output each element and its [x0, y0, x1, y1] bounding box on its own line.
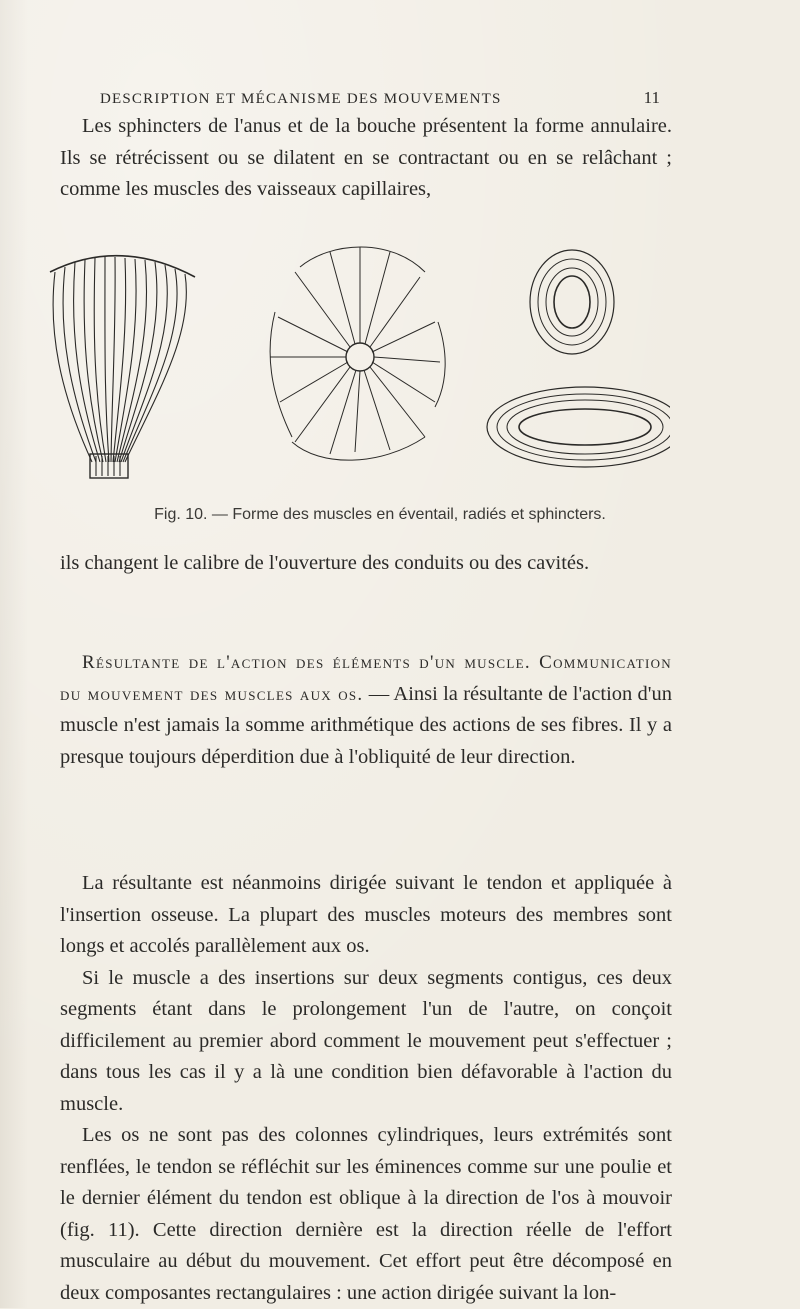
paragraph-resultante: — Ainsi la résultante de l'action d'un muscle n'est jamais la somme arithmétique des actions de ses fibres. Il y a presque toujours déperdition due à l'obliquité de leur direction.	[60, 682, 673, 768]
radiated-muscle-illustration	[270, 247, 445, 460]
paragraph-continuation: ils changent le calibre de l'ouverture des conduits ou des cavités.	[60, 552, 590, 574]
sphincter-muscles-illustration	[487, 250, 670, 467]
paragraph-tendon: La résultante est néanmoins dirigée suivant le tendon et appliquée à l'insertion osseuse. La plupart des muscles moteurs des membres sont longs et accolés parallèlement aux os.	[60, 872, 672, 957]
running-header	[100, 88, 660, 108]
section-heading: Résultante de l'action des éléments d'un muscle. Communication du mouvement des muscles aux os.	[60, 652, 672, 705]
fan-muscle-illustration	[50, 256, 195, 478]
figure-caption: Fig. 10. — Forme des muscles en éventail, radiés et sphincters.	[154, 506, 606, 523]
body-text-block	[60, 868, 672, 1309]
figure-muscle-forms	[30, 222, 670, 492]
paragraph-bones: Les os ne sont pas des colonnes cylindriques, leurs extrémités sont renflées, le tendon se réfléchit sur les éminences comme sur une poulie et le dernier élément du tendon est oblique à la direction de l'os à mouvoir (fig. 11). Cette direction dernière est la direction réelle de l'effort musculaire au début du mouvement. Cet effort peut être décomposé en deux composantes rectangulaires : une action dirigée suivant la lon-	[60, 1124, 672, 1304]
section-paragraph	[60, 647, 672, 773]
paragraph-sphincters: Les sphincters de l'anus et de la bouche présentent la forme annulaire. Ils se rétrécissent ou se dilatent en se contractant ou en se relâchant ; comme les muscles des vaisseaux capillaires,	[60, 115, 672, 200]
page-number: 11	[643, 88, 660, 107]
running-title: DESCRIPTION ET MÉCANISME DES MOUVEMENTS	[100, 91, 502, 107]
paragraph-segments: Si le muscle a des insertions sur deux segments contigus, ces deux segments étant dans le prolongement l'un de l'autre, on conçoit difficilement au premier abord comment le mouvement peut s'effectuer ; dans tous les cas il y a là une condition bien défavorable à l'action du muscle.	[60, 966, 672, 1115]
